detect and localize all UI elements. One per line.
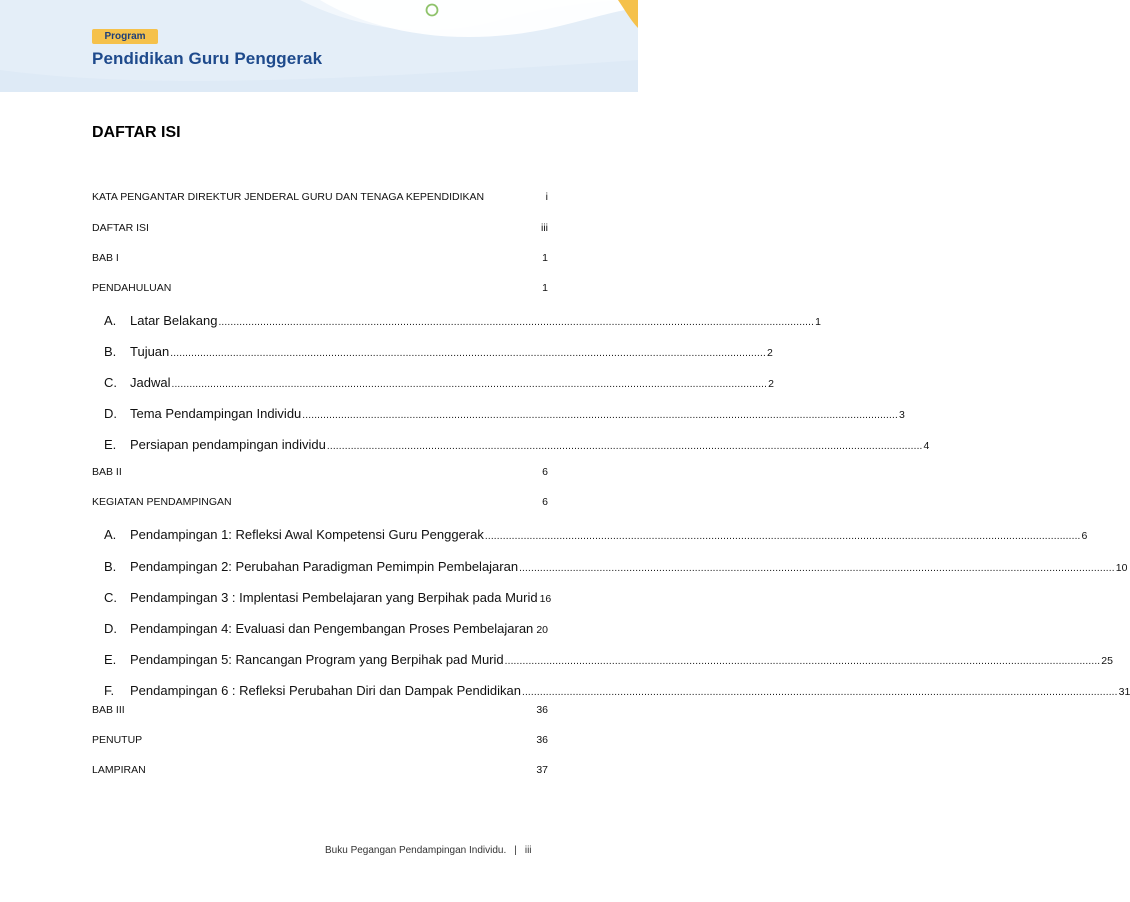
footer-separator: | xyxy=(514,845,517,856)
toc-entry-page-number: 1 xyxy=(815,316,821,328)
toc-subsection-entry[interactable] xyxy=(92,375,774,390)
toc-heading-entry[interactable] xyxy=(92,191,548,203)
toc-subsection-entry[interactable] xyxy=(92,621,548,636)
toc-dot-leader: ........................................................................................................................................................................................................ xyxy=(521,687,1118,698)
toc-dot-leader: ........................................................................................................................................................................................................ xyxy=(504,656,1101,667)
toc-entry-letter: B. xyxy=(104,559,117,574)
toc-entry-page-number: 10 xyxy=(1115,562,1128,574)
brand-title: Pendidikan Guru Penggerak xyxy=(92,49,323,68)
header-wave-decoration xyxy=(0,0,638,92)
toc-entry-letter: C. xyxy=(104,375,117,390)
header-banner xyxy=(0,0,638,92)
toc-entry-page-number: 36 xyxy=(536,734,548,746)
toc-heading-entry[interactable] xyxy=(92,704,548,716)
toc-entry-letter: D. xyxy=(104,621,117,636)
toc-subsection-entry[interactable] xyxy=(92,406,905,421)
toc-heading-entry[interactable] xyxy=(92,252,548,264)
toc-heading-entry[interactable] xyxy=(92,222,548,234)
toc-subsection-entry[interactable] xyxy=(92,652,1113,667)
toc-entry-title: KEGIATAN PENDAMPINGAN xyxy=(92,496,232,508)
page-footer xyxy=(325,845,532,856)
toc-entry-title: LAMPIRAN xyxy=(92,764,146,776)
toc-entry-page-number: 16 xyxy=(539,593,552,605)
toc-entry-title: Pendampingan 6 : Refleksi Perubahan Diri dan Dampak Pendidikan xyxy=(130,683,521,698)
toc-entry-page-number: 4 xyxy=(923,440,930,452)
toc-heading-entry[interactable] xyxy=(92,496,548,508)
toc-entry-page-number: 1 xyxy=(542,282,548,294)
toc-entry-letter: B. xyxy=(104,344,117,359)
toc-entry-page-number: 6 xyxy=(542,466,548,478)
toc-entry-title: Tema Pendampingan Individu xyxy=(130,406,302,421)
toc-subsection-entry[interactable] xyxy=(92,683,1130,698)
toc-entry-letter: A. xyxy=(104,313,117,328)
toc-dot-leader: ........................................................................................................................................................................................................ xyxy=(519,563,1115,574)
toc-entry-page-number: 36 xyxy=(536,704,548,716)
toc-entry-letter: A. xyxy=(104,527,117,542)
toc-entry-title: BAB I xyxy=(92,252,119,264)
toc-entry-title: DAFTAR ISI xyxy=(92,222,149,234)
toc-entry-title: BAB II xyxy=(92,466,122,478)
toc-entry-title: PENUTUP xyxy=(92,734,143,746)
toc-dot-leader: ........................................................................................................................................................................................................ xyxy=(484,531,1081,542)
program-badge: Program xyxy=(92,29,158,44)
toc-subsection-entry[interactable] xyxy=(92,559,1128,574)
toc-entry-letter: E. xyxy=(104,437,117,452)
toc-entry-title: PENDAHULUAN xyxy=(92,282,172,294)
toc-entry-page-number: i xyxy=(545,191,548,203)
toc-heading-entry[interactable] xyxy=(92,282,548,294)
toc-entry-page-number: iii xyxy=(541,222,548,234)
toc-subsection-entry[interactable] xyxy=(92,344,773,359)
toc-entry-page-number: 37 xyxy=(536,764,548,776)
toc-entry-title: KATA PENGANTAR DIREKTUR JENDERAL GURU DAN TENAGA KEPENDIDIKAN xyxy=(92,191,485,203)
toc-entry-page-number: 6 xyxy=(542,496,548,508)
footer-book-title: Buku Pegangan Pendampingan Individu. xyxy=(325,845,507,856)
toc-subsection-entry[interactable] xyxy=(92,527,1088,542)
toc-entry-page-number: 2 xyxy=(768,378,774,390)
page-title: DAFTAR ISI xyxy=(92,124,181,141)
toc-entry-page-number: 1 xyxy=(542,252,548,264)
toc-dot-leader xyxy=(534,625,535,636)
footer-page-number: iii xyxy=(524,845,532,856)
toc-subsection-entry[interactable] xyxy=(92,313,821,328)
toc-entry-title: Pendampingan 5: Rancangan Program yang Berpihak pad Murid xyxy=(130,652,504,667)
toc-entry-title: Pendampingan 3 : Implentasi Pembelajaran yang Berpihak pada Murid xyxy=(130,590,538,605)
toc-dot-leader: ........................................................................................................................................................................................................ xyxy=(171,379,768,390)
toc-subsection-entry[interactable] xyxy=(92,590,552,605)
toc-entry-title: Pendampingan 2: Perubahan Paradigman Pemimpin Pembelajaran xyxy=(130,559,519,574)
toc-entry-page-number: 20 xyxy=(536,624,548,636)
toc-entry-letter: F. xyxy=(104,683,115,698)
toc-dot-leader: ........................................................................................................................................................................................................ xyxy=(218,317,815,328)
toc-dot-leader: ........................................................................................................................................................................................................ xyxy=(170,348,766,359)
toc-entry-letter: C. xyxy=(104,590,117,605)
toc-entry-page-number: 31 xyxy=(1118,686,1130,698)
toc-heading-entry[interactable] xyxy=(92,466,548,478)
toc-dot-leader: ........................................................................................................................................................................................................ xyxy=(302,410,898,421)
toc-entry-letter: D. xyxy=(104,406,117,421)
toc-entry-title: Pendampingan 1: Refleksi Awal Kompetensi Guru Penggerak xyxy=(130,527,484,542)
toc-entry-letter: E. xyxy=(104,652,117,667)
toc-entry-title: Tujuan xyxy=(130,344,170,359)
toc-entry-page-number: 25 xyxy=(1101,655,1113,667)
toc-subsection-entry[interactable] xyxy=(92,437,930,452)
toc-entry-title: Persiapan pendampingan individu xyxy=(130,437,326,452)
toc-entry-title: Pendampingan 4: Evaluasi dan Pengembangan Proses Pembelajaran xyxy=(130,621,534,636)
toc-entry-title: Jadwal xyxy=(130,375,171,390)
toc-entry-page-number: 2 xyxy=(766,347,773,359)
toc-dot-leader: ........................................................................................................................................................................................................ xyxy=(326,441,923,452)
toc-entry-title: BAB III xyxy=(92,704,125,716)
toc-heading-entry[interactable] xyxy=(92,764,548,776)
toc-heading-entry[interactable] xyxy=(92,734,548,746)
toc-entry-title: Latar Belakang xyxy=(130,313,218,328)
toc-entry-page-number: 3 xyxy=(898,409,905,421)
toc-entry-page-number: 6 xyxy=(1081,530,1088,542)
